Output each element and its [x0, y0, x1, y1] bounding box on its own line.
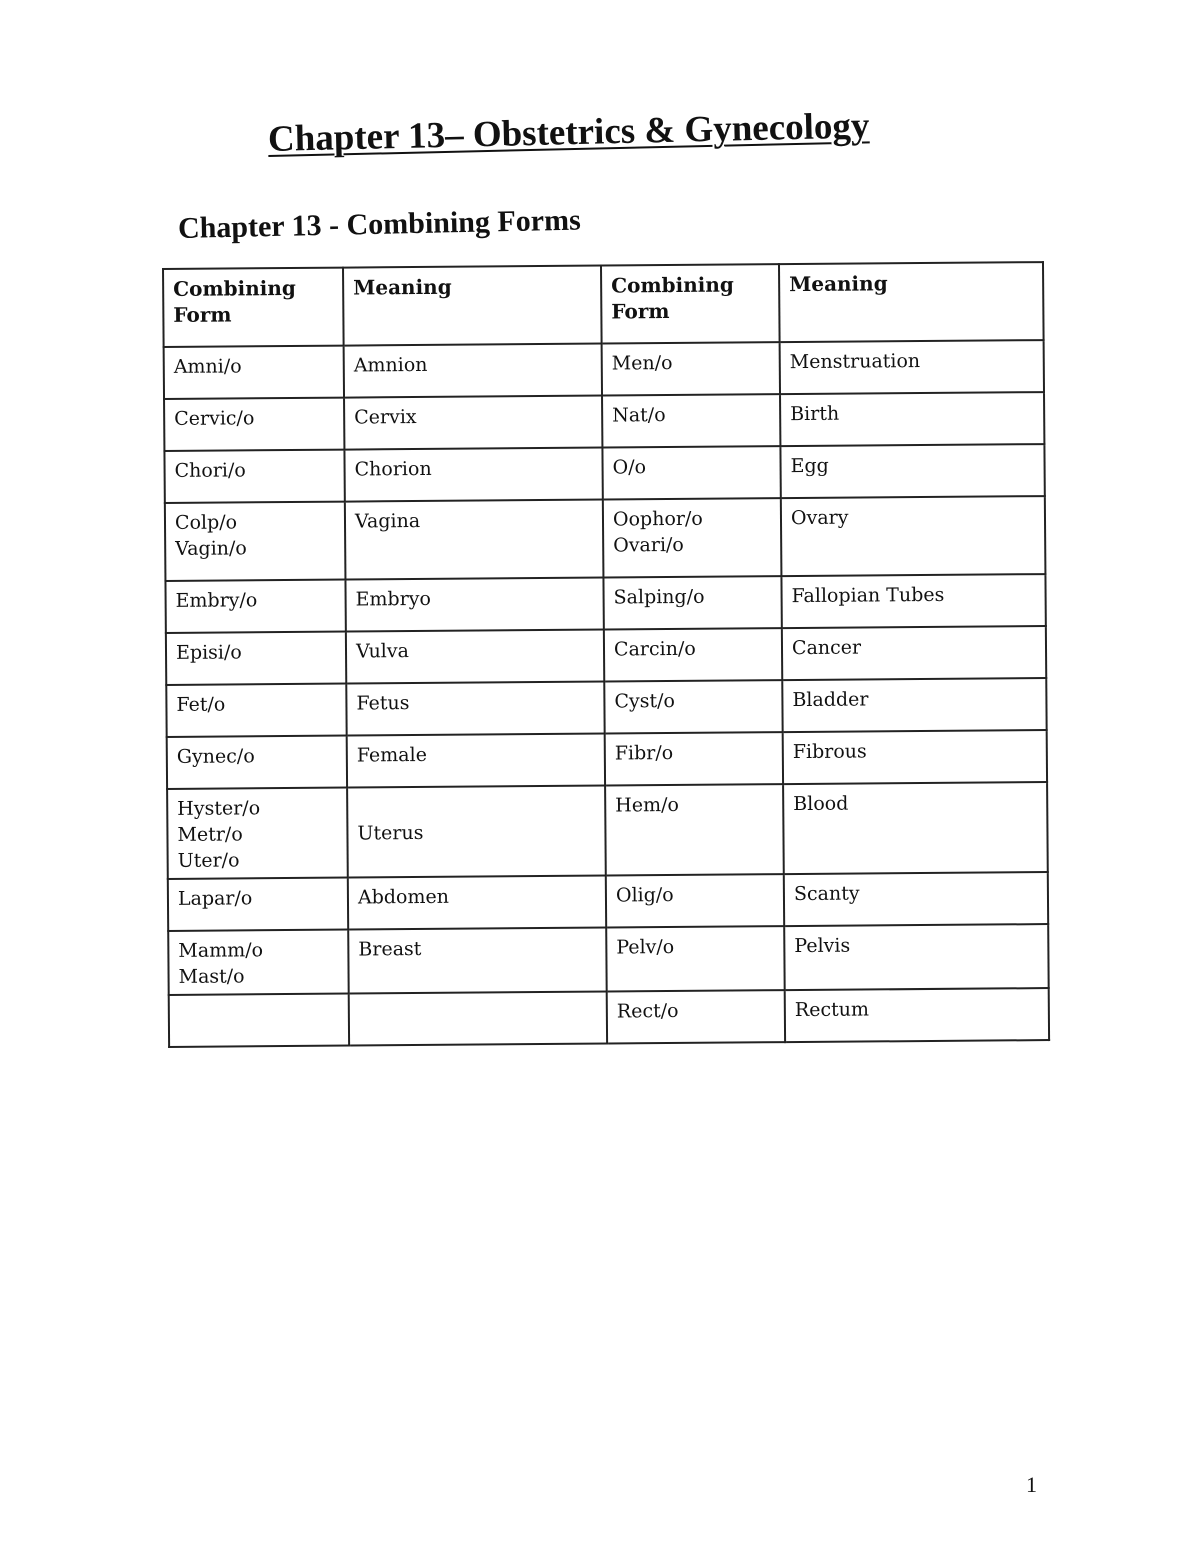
page-number: 1 — [1026, 1472, 1037, 1497]
combining-form-cell — [604, 680, 782, 733]
header-text-line: Form — [611, 299, 670, 324]
combining-form-cell — [167, 736, 347, 789]
table-row — [168, 924, 1048, 995]
combining-form: Oophor/o — [612, 507, 703, 531]
header-text-line: Combining — [611, 272, 734, 298]
combining-form: Cyst/o — [614, 689, 676, 713]
combining-form: Chori/o — [174, 459, 246, 482]
header-text-line: Combining — [173, 275, 296, 301]
combining-form-cell — [607, 990, 785, 1043]
combining-form: Metr/o — [177, 823, 243, 846]
section-heading: Chapter 13 - Combining Forms — [177, 203, 582, 245]
combining-form: Cervic/o — [174, 407, 255, 430]
combining-forms-table-wrapper — [162, 261, 1050, 1048]
combining-form-cell — [603, 498, 782, 577]
combining-form: Fibr/o — [614, 742, 674, 765]
combining-form: Salping/o — [613, 585, 705, 609]
combining-form: Nat/o — [612, 404, 666, 427]
combining-form-cell — [164, 398, 344, 451]
meaning-cell: Birth — [780, 392, 1044, 446]
combining-form-cell — [606, 926, 784, 991]
table-row — [164, 340, 1044, 399]
combining-form-cell — [603, 576, 781, 629]
table-row — [169, 988, 1049, 1047]
combining-form-cell — [169, 994, 349, 1047]
combining-form: Pelv/o — [616, 935, 675, 959]
combining-form-cell — [602, 394, 780, 447]
meaning-cell: Cervix — [344, 396, 602, 450]
combining-form-cell — [168, 878, 348, 931]
meaning-cell: Fibrous — [783, 730, 1047, 784]
combining-form-cell — [166, 684, 346, 737]
table-row — [167, 782, 1048, 879]
combining-form-cell — [606, 874, 784, 927]
meaning-cell: Vagina — [345, 500, 604, 580]
meaning-cell: Bladder — [782, 678, 1046, 732]
combining-form: Uter/o — [177, 849, 240, 872]
combining-form-cell — [164, 450, 344, 503]
meaning-cell: Fallopian Tubes — [781, 574, 1045, 628]
meaning-cell: Female — [347, 734, 605, 788]
combining-form-cell — [602, 446, 780, 499]
table-row — [167, 730, 1047, 789]
meaning-cell: Breast — [348, 928, 606, 994]
combining-form: Hem/o — [615, 793, 679, 817]
combining-form-cell — [165, 502, 346, 581]
combining-form: Vagin/o — [175, 537, 247, 560]
combining-form: Fet/o — [176, 693, 226, 716]
combining-form: Ovari/o — [613, 533, 684, 557]
meaning-cell: Egg — [780, 444, 1044, 498]
combining-form-cell — [164, 346, 344, 399]
table-row — [164, 392, 1044, 451]
table-row — [168, 872, 1048, 931]
meaning-cell: Cancer — [782, 626, 1046, 680]
combining-form: Embry/o — [175, 589, 258, 612]
combining-form-cell — [167, 788, 348, 879]
table-row — [165, 496, 1046, 581]
meaning-cell — [349, 992, 607, 1046]
table-header-row — [163, 262, 1044, 347]
combining-form: Mamm/o — [178, 939, 264, 962]
meaning-cell: Uterus — [347, 786, 606, 878]
combining-form — [179, 1001, 339, 1002]
combining-form-cell — [605, 732, 783, 785]
meaning-cell: Rectum — [785, 988, 1049, 1042]
combining-form-cell — [168, 930, 348, 995]
table-row — [166, 678, 1046, 737]
combining-form: Hyster/o — [177, 797, 261, 820]
table-row — [165, 574, 1045, 633]
meaning-cell: Pelvis — [784, 924, 1048, 990]
header-combining-form-left — [163, 268, 344, 347]
combining-form: O/o — [612, 456, 647, 479]
meaning-cell: Menstruation — [780, 340, 1044, 394]
combining-form: Mast/o — [178, 965, 245, 988]
header-meaning-right: Meaning — [779, 262, 1044, 342]
combining-form: Men/o — [611, 351, 673, 375]
table-row — [164, 444, 1044, 503]
combining-form: Olig/o — [615, 884, 674, 907]
combining-form: Amni/o — [173, 355, 242, 378]
meaning-cell: Abdomen — [348, 876, 606, 930]
header-combining-form-right — [601, 264, 780, 343]
combining-form-cell — [166, 632, 346, 685]
meaning-cell: Blood — [783, 782, 1048, 874]
table-row — [166, 626, 1046, 685]
combining-form: Gynec/o — [176, 745, 255, 768]
meaning-cell: Scanty — [784, 872, 1048, 926]
meaning-cell: Vulva — [346, 630, 604, 684]
header-text-line: Form — [173, 302, 232, 327]
meaning-cell: Embryo — [345, 578, 603, 632]
combining-form-cell — [602, 342, 780, 395]
meaning-cell: Fetus — [346, 682, 604, 736]
header-meaning-left: Meaning — [343, 266, 602, 346]
combining-form-cell — [605, 784, 784, 875]
combining-form: Episi/o — [175, 641, 242, 664]
combining-forms-table — [162, 261, 1050, 1048]
meaning-cell: Chorion — [344, 448, 602, 502]
combining-form: Lapar/o — [177, 887, 253, 910]
combining-form: Rect/o — [616, 999, 679, 1023]
combining-form-cell — [604, 628, 782, 681]
combining-form: Carcin/o — [613, 637, 696, 661]
page-title: Chapter 13– Obstetrics & Gynecology — [267, 105, 870, 160]
meaning-cell: Ovary — [781, 496, 1046, 576]
meaning-cell: Amnion — [344, 344, 602, 398]
combining-form: Colp/o — [174, 511, 238, 534]
combining-form-cell — [165, 580, 345, 633]
